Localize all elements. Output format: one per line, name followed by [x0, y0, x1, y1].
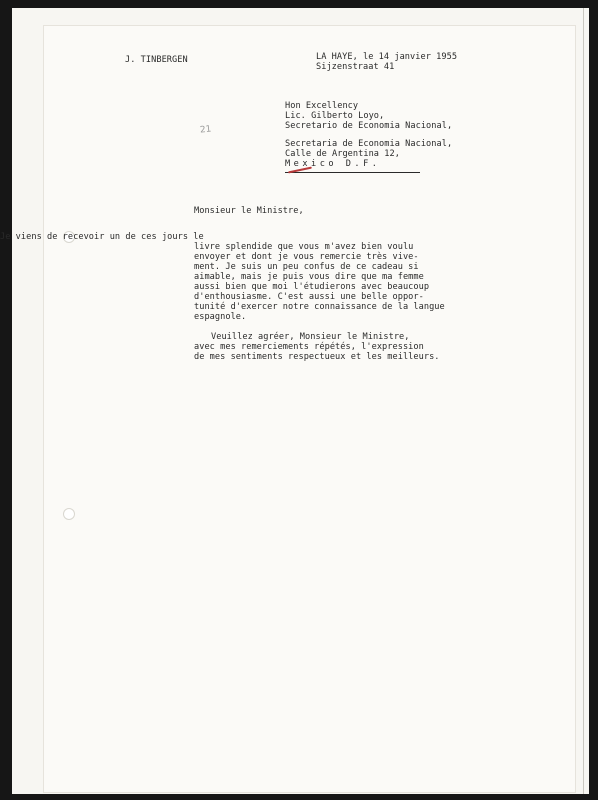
scan-inner-rule: [583, 8, 584, 794]
punch-hole-bottom: [64, 509, 74, 519]
body-line: tunité d'exercer notre connaissance de la langue: [194, 302, 445, 312]
pencil-annotation: 21: [199, 124, 212, 136]
scan-border-right: [589, 0, 598, 800]
place-date: LA HAYE, le 14 janvier 1955: [316, 52, 458, 62]
recipient-line: Hon Excellency: [285, 101, 359, 111]
body-line: d'enthousiasme. C'est aussi une belle oppor-: [194, 292, 424, 302]
body-line: aimable, mais je puis vous dire que ma femme: [194, 272, 424, 282]
body-line: aussi bien que moi l'étudierons avec beaucoup: [194, 282, 430, 292]
recipient-line: Secretario de Economia Nacional,: [285, 121, 453, 131]
recipient-line: Lic. Gilberto Loyo,: [285, 111, 385, 121]
closing-line: de mes sentiments respectueux et les meilleurs.: [194, 352, 440, 362]
sender-address: Sijzenstraat 41: [316, 62, 395, 72]
recipient-underline: [285, 172, 420, 173]
sender-name: J. TINBERGEN: [125, 55, 188, 65]
scan-border-bottom: [0, 794, 598, 800]
body-line: ment. Je suis un peu confus de ce cadeau si: [194, 262, 419, 272]
scan-border-top: [0, 0, 598, 8]
body-line: envoyer et dont je vous remercie très vive-: [194, 252, 419, 262]
closing-line: avec mes remerciements répétés, l'expression: [194, 342, 424, 352]
closing-line: Veuillez agréer, Monsieur le Ministre,: [211, 332, 410, 342]
body-line: Je viens de recevoir un de ces jours le: [0, 232, 204, 242]
recipient-line: Mexico D.F.: [285, 159, 381, 169]
body-line: livre splendide que vous m'avez bien voulu: [194, 242, 414, 252]
salutation: Monsieur le Ministre,: [194, 206, 304, 216]
scan-border-left: [0, 0, 12, 800]
body-line: espagnole.: [194, 312, 247, 322]
recipient-line: Secretaria de Economia Nacional,: [285, 139, 453, 149]
recipient-line: Calle de Argentina 12,: [285, 149, 400, 159]
